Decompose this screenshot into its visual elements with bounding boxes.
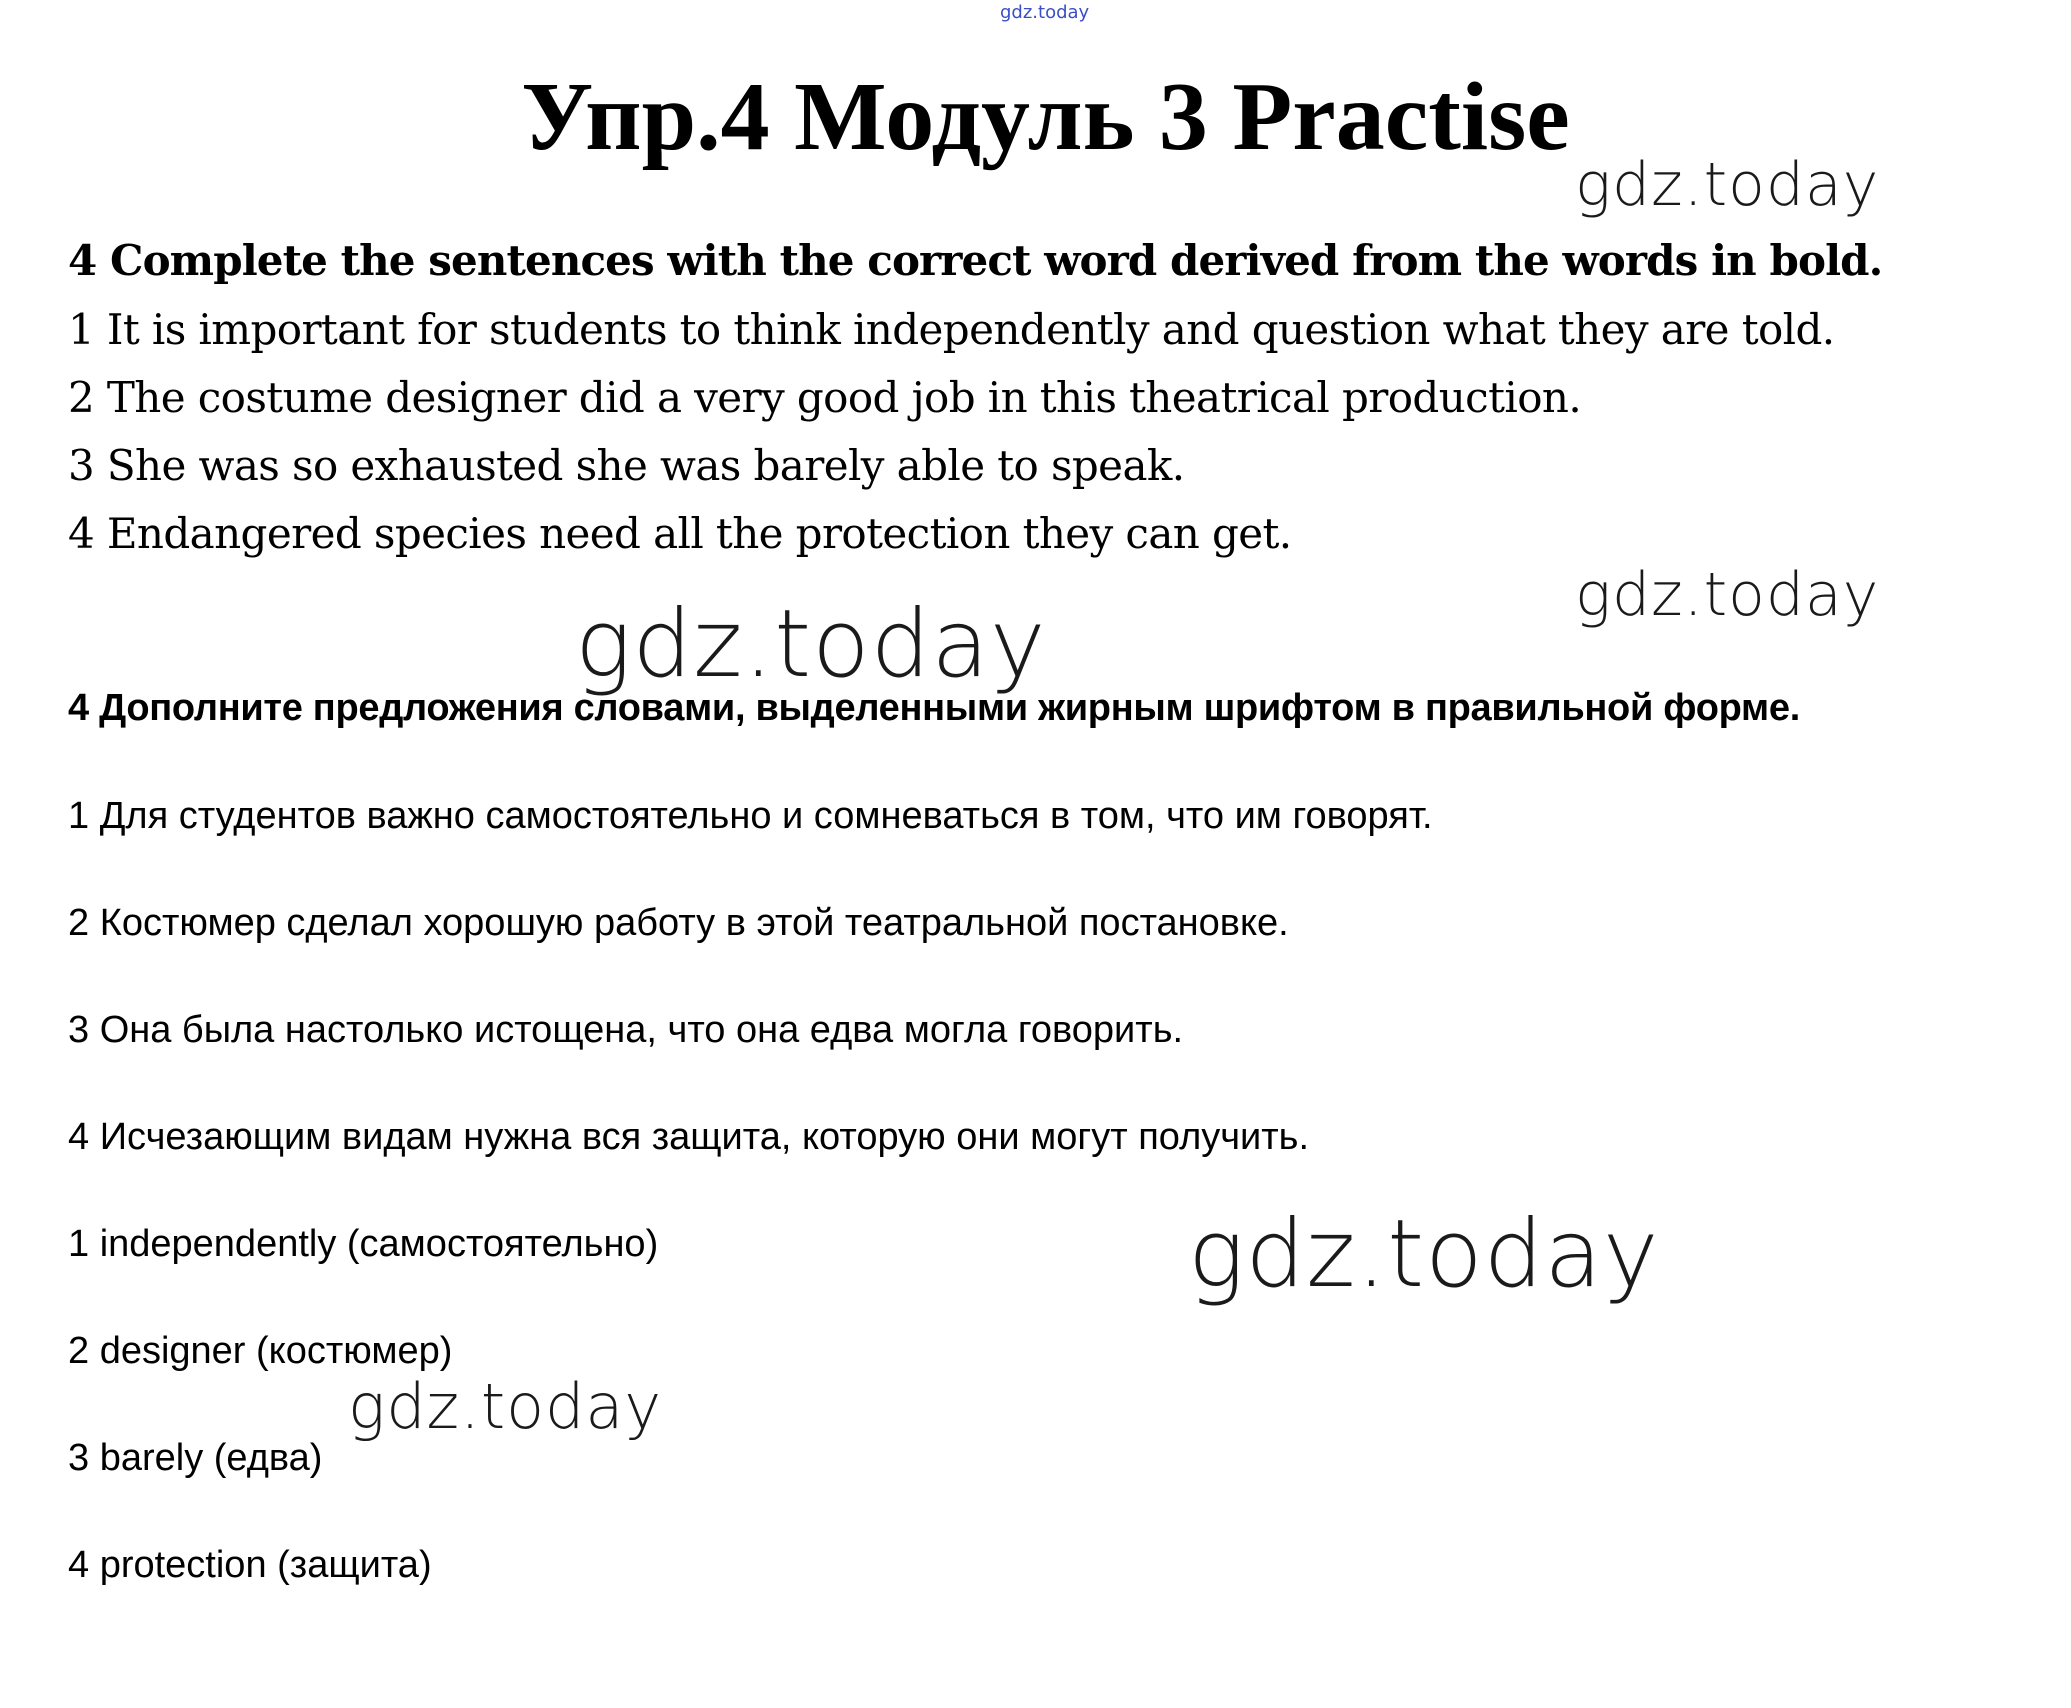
- english-sentence-3: 3 She was so exhausted she was barely able to speak.: [68, 441, 1185, 490]
- top-watermark: gdz.today: [1000, 2, 1090, 23]
- russian-sentence-1: 1 Для студентов важно самостоятельно и сомневаться в том, что им говорят.: [68, 795, 1433, 837]
- english-sentence-4: 4 Endangered species need all the protection they can get.: [68, 509, 1292, 558]
- russian-sentence-2: 2 Костюмер сделал хорошую работу в этой театральной постановке.: [68, 902, 1289, 944]
- answer-1: 1 independently (самостоятельно): [68, 1223, 659, 1265]
- page-title-text: Упр.4 Модуль 3 Practise: [521, 63, 1570, 171]
- answer-4: 4 protection (защита): [68, 1544, 432, 1586]
- watermark: gdz.today: [1575, 560, 1880, 630]
- watermark: gdz.today: [1575, 150, 1880, 220]
- answer-3: 3 barely (едва): [68, 1437, 323, 1479]
- answer-2: 2 designer (костюмер): [68, 1330, 453, 1372]
- watermark: gdz.today: [1188, 1200, 1660, 1309]
- russian-sentence-4: 4 Исчезающим видам нужна вся защита, которую они могут получить.: [68, 1116, 1310, 1158]
- english-sentence-2: 2 The costume designer did a very good job in this theatrical production.: [68, 373, 1582, 422]
- english-instruction: 4 Complete the sentences with the correct word derived from the words in bold.: [68, 236, 1883, 285]
- watermark: gdz.today: [575, 590, 1047, 699]
- english-sentence-1: 1 It is important for students to think independently and question what they are told.: [68, 305, 1835, 354]
- russian-instruction: 4 Дополните предложения словами, выделенными жирным шрифтом в правильной форме.: [68, 687, 1800, 729]
- russian-sentence-3: 3 Она была настолько истощена, что она едва могла говорить.: [68, 1009, 1184, 1051]
- watermark: gdz.today: [348, 1370, 663, 1443]
